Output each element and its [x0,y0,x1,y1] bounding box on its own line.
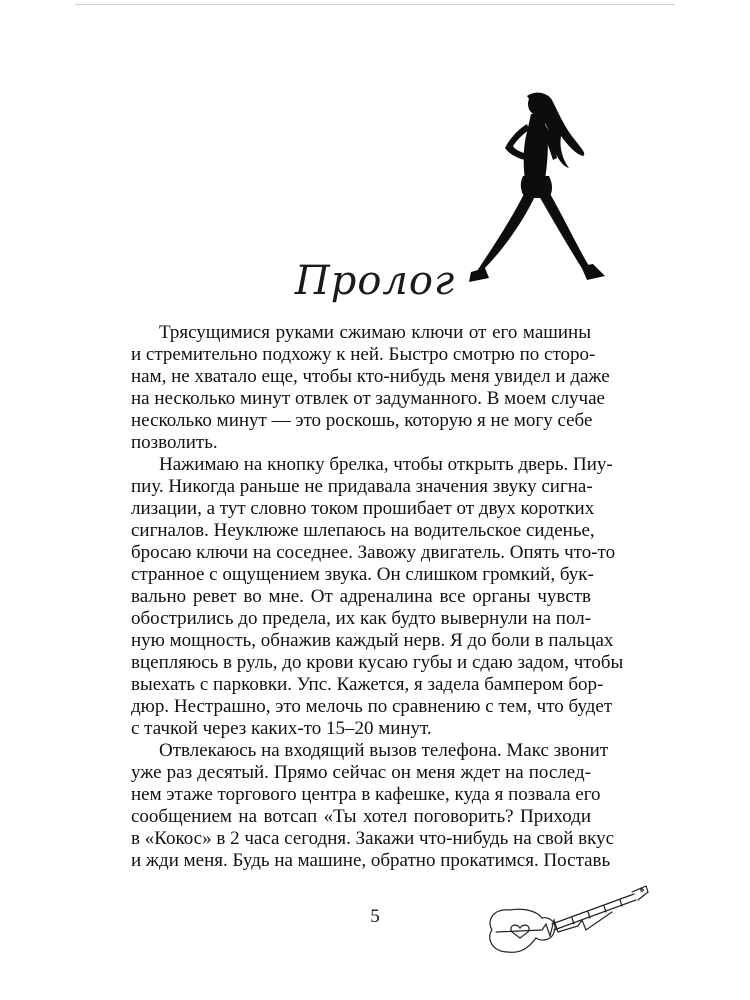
text-line: ную мощность, обнажив каждый нерв. Я до боли в пальцах [131,630,614,651]
text-line: на несколько минут отвлек от задуманного. В моем случае [131,388,605,409]
text-line: лизации, а тут словно током прошибает от двух коротких [131,498,595,519]
text-line: с тачкой через каких-то 15–20 минут. [131,718,432,739]
text-line: сигналов. Неуклюже шлепаюсь на водительское сиденье, [131,520,595,541]
text-line: вцепляюсь в руль, до крови кусаю губы и сдаю задом, чтобы [131,652,624,673]
text-line: вально ревет во мне. От адреналина все органы чувств [131,586,591,607]
text-line: в «Кокос» в 2 часа сегодня. Закажи что-нибудь на свой вкус [131,828,615,849]
text-line: дюр. Нестрашно, это мелочь по сравнению с тем, что будет [131,696,613,717]
text-line: Нажимаю на кнопку брелка, чтобы открыть дверь. Пиу- [159,454,613,475]
text-line: странное с ощущением звука. Он слишком громкий, бук- [131,564,594,585]
text-line: пиу. Никогда раньше не придавала значения звуку сигна- [131,476,593,497]
text-line: выехать с парковки. Упс. Кажется, я задела бампером бор- [131,674,604,695]
text-line: сообщением на вотсап «Ты хотел поговорить? Приходи [131,806,591,827]
guitar-sketch-logo [482,880,652,970]
text-line: уже раз десятый. Прямо сейчас он меня ждет на послед- [131,762,591,783]
text-line: Отвлекаюсь на входящий вызов телефона. Макс звонит [159,740,609,761]
text-line: и жди меня. Будь на машине, обратно прокатимся. Поставь [131,850,611,871]
text-line: нем этаже торгового центра в кафешке, куда я позвала его [131,784,601,805]
text-line: Трясущимися руками сжимаю ключи от его машины [159,322,591,343]
top-divider [75,4,675,5]
chapter-title: Пролог [294,258,456,304]
text-line: нам, не хватало еще, чтобы кто-нибудь меня увидел и даже [131,366,610,387]
text-line: и стремительно подхожу к ней. Быстро смотрю по сторо- [131,344,596,365]
prologue-text [131,322,624,872]
text-line: обострились до предела, их как будто вывернули на пол- [131,608,591,629]
text-line: несколько минут — это роскошь, которую я не могу себе [131,410,593,431]
text-line: позволить. [131,432,218,453]
text-line: бросаю ключи на соседнее. Завожу двигатель. Опять что-то [131,542,616,563]
page-number: 5 [370,906,380,927]
